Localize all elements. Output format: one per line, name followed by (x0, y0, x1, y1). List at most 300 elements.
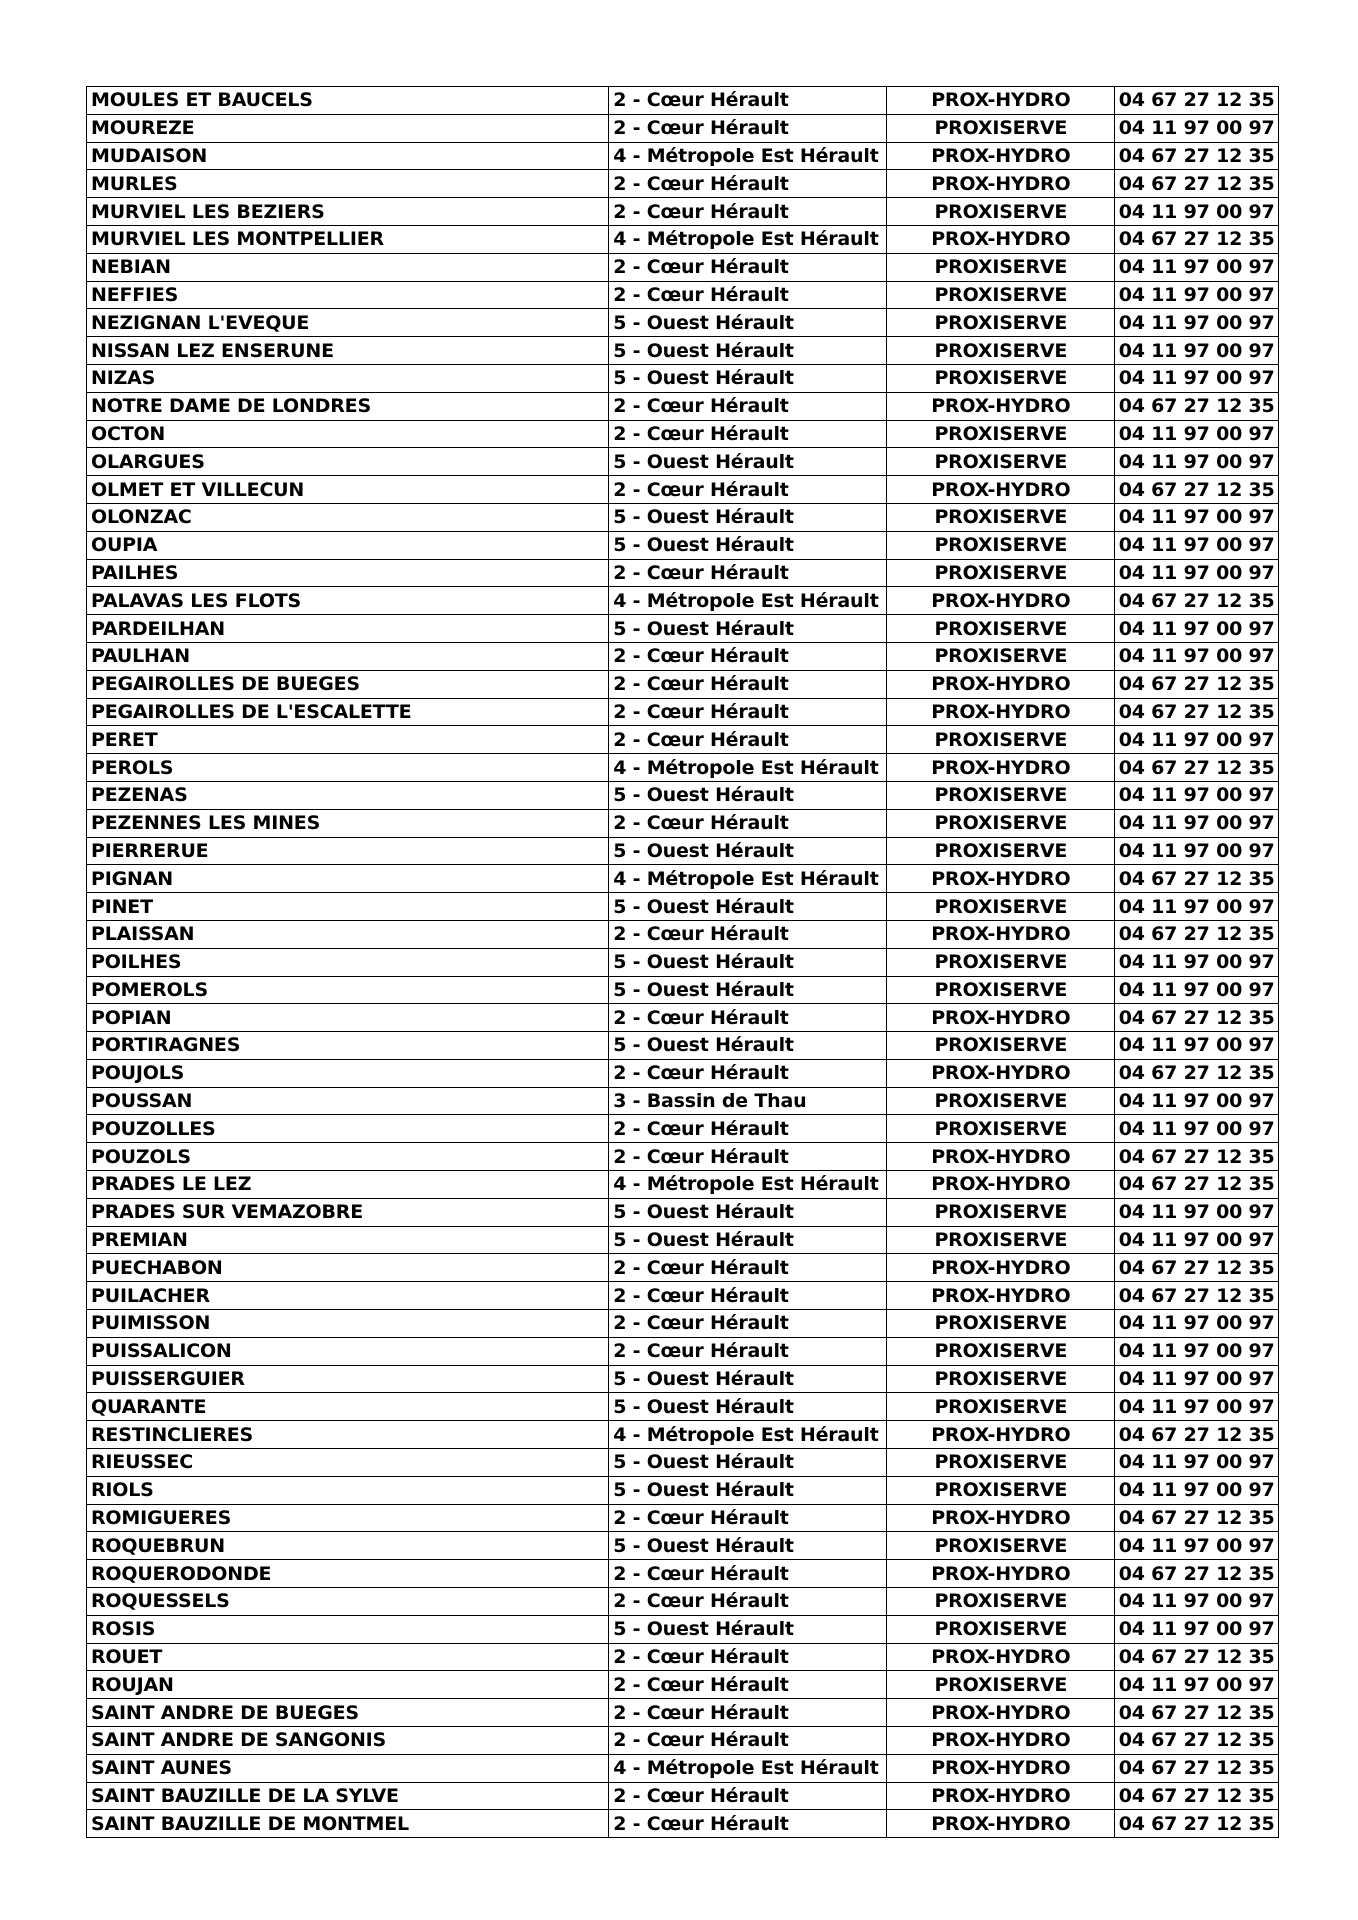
table-row (87, 1337, 1279, 1365)
commune-name-cell: POUZOLS (87, 1143, 609, 1171)
table-row (87, 225, 1279, 253)
table-row (87, 976, 1279, 1004)
commune-name-cell: PRADES LE LEZ (87, 1171, 609, 1199)
commune-name-cell: PEGAIROLLES DE BUEGES (87, 670, 609, 698)
operator-cell: PROX-HYDRO (887, 1699, 1115, 1727)
commune-name-cell: SAINT BAUZILLE DE LA SYLVE (87, 1782, 609, 1810)
operator-cell: PROX-HYDRO (887, 1282, 1115, 1310)
commune-name-cell: NEFFIES (87, 281, 609, 309)
zone-cell: 2 - Cœur Hérault (609, 420, 887, 448)
zone-cell: 2 - Cœur Hérault (609, 1115, 887, 1143)
commune-name-cell: PEGAIROLLES DE L'ESCALETTE (87, 698, 609, 726)
zone-cell: 2 - Cœur Hérault (609, 1671, 887, 1699)
table-row (87, 1032, 1279, 1060)
operator-cell: PROXISERVE (887, 1198, 1115, 1226)
phone-cell: 04 67 27 12 35 (1115, 1782, 1279, 1810)
zone-cell: 2 - Cœur Hérault (609, 1727, 887, 1755)
phone-cell: 04 67 27 12 35 (1115, 1254, 1279, 1282)
table-row (87, 281, 1279, 309)
phone-cell: 04 11 97 00 97 (1115, 1032, 1279, 1060)
zone-cell: 5 - Ouest Hérault (609, 364, 887, 392)
phone-cell: 04 67 27 12 35 (1115, 1810, 1279, 1838)
commune-name-cell: PEROLS (87, 754, 609, 782)
phone-cell: 04 11 97 00 97 (1115, 1115, 1279, 1143)
table-row (87, 503, 1279, 531)
table-row (87, 781, 1279, 809)
zone-cell: 5 - Ouest Hérault (609, 976, 887, 1004)
phone-cell: 04 67 27 12 35 (1115, 1421, 1279, 1449)
operator-cell: PROXISERVE (887, 1226, 1115, 1254)
zone-cell: 2 - Cœur Hérault (609, 1254, 887, 1282)
operator-cell: PROX-HYDRO (887, 1810, 1115, 1838)
zone-cell: 2 - Cœur Hérault (609, 670, 887, 698)
commune-name-cell: PALAVAS LES FLOTS (87, 587, 609, 615)
operator-cell: PROXISERVE (887, 448, 1115, 476)
phone-cell: 04 67 27 12 35 (1115, 1643, 1279, 1671)
operator-cell: PROXISERVE (887, 1310, 1115, 1338)
zone-cell: 2 - Cœur Hérault (609, 1059, 887, 1087)
zone-cell: 2 - Cœur Hérault (609, 170, 887, 198)
phone-cell: 04 11 97 00 97 (1115, 559, 1279, 587)
phone-cell: 04 11 97 00 97 (1115, 1588, 1279, 1616)
zone-cell: 5 - Ouest Hérault (609, 1032, 887, 1060)
zone-cell: 5 - Ouest Hérault (609, 1393, 887, 1421)
commune-name-cell: NIZAS (87, 364, 609, 392)
phone-cell: 04 67 27 12 35 (1115, 1004, 1279, 1032)
commune-name-cell: POUJOLS (87, 1059, 609, 1087)
operator-cell: PROXISERVE (887, 809, 1115, 837)
zone-cell: 5 - Ouest Hérault (609, 1532, 887, 1560)
phone-cell: 04 67 27 12 35 (1115, 1699, 1279, 1727)
zone-cell: 2 - Cœur Hérault (609, 87, 887, 115)
zone-cell: 2 - Cœur Hérault (609, 642, 887, 670)
operator-cell: PROX-HYDRO (887, 225, 1115, 253)
operator-cell: PROX-HYDRO (887, 1754, 1115, 1782)
commune-name-cell: POPIAN (87, 1004, 609, 1032)
phone-cell: 04 67 27 12 35 (1115, 476, 1279, 504)
table-row (87, 253, 1279, 281)
phone-cell: 04 11 97 00 97 (1115, 309, 1279, 337)
commune-name-cell: NISSAN LEZ ENSERUNE (87, 337, 609, 365)
table-row (87, 1365, 1279, 1393)
zone-cell: 5 - Ouest Hérault (609, 1449, 887, 1477)
operator-cell: PROXISERVE (887, 642, 1115, 670)
zone-cell: 2 - Cœur Hérault (609, 1588, 887, 1616)
commune-name-cell: PERET (87, 726, 609, 754)
commune-name-cell: MUDAISON (87, 142, 609, 170)
commune-name-cell: MURLES (87, 170, 609, 198)
commune-name-cell: PUISSERGUIER (87, 1365, 609, 1393)
zone-cell: 5 - Ouest Hérault (609, 1615, 887, 1643)
phone-cell: 04 67 27 12 35 (1115, 587, 1279, 615)
table-row (87, 309, 1279, 337)
zone-cell: 2 - Cœur Hérault (609, 198, 887, 226)
zone-cell: 5 - Ouest Hérault (609, 309, 887, 337)
operator-cell: PROX-HYDRO (887, 1504, 1115, 1532)
phone-cell: 04 67 27 12 35 (1115, 865, 1279, 893)
zone-cell: 2 - Cœur Hérault (609, 1782, 887, 1810)
zone-cell: 4 - Métropole Est Hérault (609, 1421, 887, 1449)
table-row (87, 920, 1279, 948)
operator-cell: PROXISERVE (887, 1532, 1115, 1560)
zone-cell: 4 - Métropole Est Hérault (609, 142, 887, 170)
table-row (87, 1143, 1279, 1171)
zone-cell: 4 - Métropole Est Hérault (609, 754, 887, 782)
commune-name-cell: PORTIRAGNES (87, 1032, 609, 1060)
table-row (87, 1532, 1279, 1560)
zone-cell: 2 - Cœur Hérault (609, 726, 887, 754)
table-row (87, 1754, 1279, 1782)
zone-cell: 4 - Métropole Est Hérault (609, 587, 887, 615)
operator-cell: PROXISERVE (887, 253, 1115, 281)
table-row (87, 337, 1279, 365)
table-row (87, 392, 1279, 420)
table-row (87, 642, 1279, 670)
table-row (87, 615, 1279, 643)
commune-name-cell: ROUET (87, 1643, 609, 1671)
phone-cell: 04 11 97 00 97 (1115, 893, 1279, 921)
table-row (87, 754, 1279, 782)
phone-cell: 04 11 97 00 97 (1115, 1226, 1279, 1254)
commune-name-cell: PUECHABON (87, 1254, 609, 1282)
commune-name-cell: OUPIA (87, 531, 609, 559)
commune-name-cell: ROQUESSELS (87, 1588, 609, 1616)
commune-name-cell: PEZENNES LES MINES (87, 809, 609, 837)
commune-name-cell: PREMIAN (87, 1226, 609, 1254)
phone-cell: 04 11 97 00 97 (1115, 531, 1279, 559)
commune-name-cell: ROQUEBRUN (87, 1532, 609, 1560)
operator-cell: PROXISERVE (887, 114, 1115, 142)
commune-name-cell: SAINT BAUZILLE DE MONTMEL (87, 1810, 609, 1838)
zone-cell: 2 - Cœur Hérault (609, 1143, 887, 1171)
table-row (87, 1282, 1279, 1310)
zone-cell: 2 - Cœur Hérault (609, 920, 887, 948)
commune-name-cell: SAINT ANDRE DE BUEGES (87, 1699, 609, 1727)
table-row (87, 837, 1279, 865)
phone-cell: 04 11 97 00 97 (1115, 364, 1279, 392)
table-row (87, 1782, 1279, 1810)
zone-cell: 2 - Cœur Hérault (609, 1310, 887, 1338)
operator-cell: PROX-HYDRO (887, 754, 1115, 782)
table-row (87, 670, 1279, 698)
phone-cell: 04 11 97 00 97 (1115, 337, 1279, 365)
table-row (87, 1115, 1279, 1143)
table-row (87, 1087, 1279, 1115)
operator-cell: PROXISERVE (887, 781, 1115, 809)
operator-cell: PROXISERVE (887, 309, 1115, 337)
phone-cell: 04 67 27 12 35 (1115, 170, 1279, 198)
commune-name-cell: MOUREZE (87, 114, 609, 142)
operator-cell: PROXISERVE (887, 948, 1115, 976)
commune-name-cell: POUZOLLES (87, 1115, 609, 1143)
table-row (87, 893, 1279, 921)
phone-cell: 04 67 27 12 35 (1115, 1171, 1279, 1199)
commune-name-cell: PRADES SUR VEMAZOBRE (87, 1198, 609, 1226)
phone-cell: 04 11 97 00 97 (1115, 642, 1279, 670)
zone-cell: 2 - Cœur Hérault (609, 1643, 887, 1671)
table-row (87, 1588, 1279, 1616)
commune-name-cell: NEBIAN (87, 253, 609, 281)
phone-cell: 04 11 97 00 97 (1115, 420, 1279, 448)
operator-cell: PROXISERVE (887, 364, 1115, 392)
zone-cell: 2 - Cœur Hérault (609, 476, 887, 504)
phone-cell: 04 67 27 12 35 (1115, 1727, 1279, 1755)
commune-name-cell: MURVIEL LES MONTPELLIER (87, 225, 609, 253)
operator-cell: PROXISERVE (887, 420, 1115, 448)
table-row (87, 865, 1279, 893)
zone-cell: 2 - Cœur Hérault (609, 1560, 887, 1588)
zone-cell: 2 - Cœur Hérault (609, 281, 887, 309)
phone-cell: 04 67 27 12 35 (1115, 142, 1279, 170)
commune-name-cell: ROMIGUERES (87, 1504, 609, 1532)
zone-cell: 5 - Ouest Hérault (609, 448, 887, 476)
commune-name-cell: OLONZAC (87, 503, 609, 531)
table-row (87, 1004, 1279, 1032)
phone-cell: 04 67 27 12 35 (1115, 1282, 1279, 1310)
phone-cell: 04 11 97 00 97 (1115, 114, 1279, 142)
zone-cell: 5 - Ouest Hérault (609, 1226, 887, 1254)
operator-cell: PROXISERVE (887, 337, 1115, 365)
phone-cell: 04 11 97 00 97 (1115, 1671, 1279, 1699)
commune-name-cell: POMEROLS (87, 976, 609, 1004)
commune-name-cell: PARDEILHAN (87, 615, 609, 643)
operator-cell: PROX-HYDRO (887, 87, 1115, 115)
commune-name-cell: PIGNAN (87, 865, 609, 893)
operator-cell: PROXISERVE (887, 837, 1115, 865)
commune-name-cell: SAINT ANDRE DE SANGONIS (87, 1727, 609, 1755)
zone-cell: 4 - Métropole Est Hérault (609, 865, 887, 893)
commune-name-cell: PAILHES (87, 559, 609, 587)
table-row (87, 142, 1279, 170)
zone-cell: 5 - Ouest Hérault (609, 615, 887, 643)
operator-cell: PROXISERVE (887, 1115, 1115, 1143)
operator-cell: PROX-HYDRO (887, 392, 1115, 420)
table-row (87, 1198, 1279, 1226)
commune-name-cell: OLMET ET VILLECUN (87, 476, 609, 504)
commune-name-cell: OLARGUES (87, 448, 609, 476)
table-row (87, 1810, 1279, 1838)
table-row (87, 420, 1279, 448)
operator-cell: PROXISERVE (887, 1615, 1115, 1643)
commune-name-cell: SAINT AUNES (87, 1754, 609, 1782)
operator-cell: PROX-HYDRO (887, 1143, 1115, 1171)
commune-name-cell: QUARANTE (87, 1393, 609, 1421)
table-row (87, 1449, 1279, 1477)
operator-cell: PROX-HYDRO (887, 1560, 1115, 1588)
table-row (87, 364, 1279, 392)
phone-cell: 04 11 97 00 97 (1115, 837, 1279, 865)
operator-cell: PROX-HYDRO (887, 920, 1115, 948)
phone-cell: 04 11 97 00 97 (1115, 198, 1279, 226)
zone-cell: 5 - Ouest Hérault (609, 337, 887, 365)
operator-cell: PROX-HYDRO (887, 1421, 1115, 1449)
table-row (87, 1059, 1279, 1087)
operator-cell: PROX-HYDRO (887, 170, 1115, 198)
operator-cell: PROXISERVE (887, 726, 1115, 754)
phone-cell: 04 11 97 00 97 (1115, 809, 1279, 837)
commune-name-cell: NOTRE DAME DE LONDRES (87, 392, 609, 420)
table-row (87, 1699, 1279, 1727)
phone-cell: 04 11 97 00 97 (1115, 253, 1279, 281)
communes-table-body (87, 87, 1279, 1838)
phone-cell: 04 67 27 12 35 (1115, 225, 1279, 253)
phone-cell: 04 11 97 00 97 (1115, 1393, 1279, 1421)
table-row (87, 1671, 1279, 1699)
operator-cell: PROXISERVE (887, 1476, 1115, 1504)
phone-cell: 04 11 97 00 97 (1115, 281, 1279, 309)
table-row (87, 559, 1279, 587)
zone-cell: 5 - Ouest Hérault (609, 837, 887, 865)
operator-cell: PROXISERVE (887, 531, 1115, 559)
phone-cell: 04 67 27 12 35 (1115, 670, 1279, 698)
phone-cell: 04 67 27 12 35 (1115, 1504, 1279, 1532)
table-row (87, 1393, 1279, 1421)
table-row (87, 1560, 1279, 1588)
zone-cell: 2 - Cœur Hérault (609, 392, 887, 420)
operator-cell: PROX-HYDRO (887, 698, 1115, 726)
operator-cell: PROX-HYDRO (887, 865, 1115, 893)
commune-name-cell: PIERRERUE (87, 837, 609, 865)
commune-name-cell: MURVIEL LES BEZIERS (87, 198, 609, 226)
operator-cell: PROXISERVE (887, 1365, 1115, 1393)
zone-cell: 2 - Cœur Hérault (609, 698, 887, 726)
zone-cell: 5 - Ouest Hérault (609, 948, 887, 976)
commune-name-cell: RESTINCLIERES (87, 1421, 609, 1449)
zone-cell: 4 - Métropole Est Hérault (609, 225, 887, 253)
table-row (87, 1254, 1279, 1282)
table-row (87, 1727, 1279, 1755)
table-row (87, 587, 1279, 615)
commune-name-cell: PUIMISSON (87, 1310, 609, 1338)
phone-cell: 04 11 97 00 97 (1115, 1365, 1279, 1393)
operator-cell: PROX-HYDRO (887, 1727, 1115, 1755)
zone-cell: 5 - Ouest Hérault (609, 781, 887, 809)
operator-cell: PROXISERVE (887, 1337, 1115, 1365)
zone-cell: 2 - Cœur Hérault (609, 1004, 887, 1032)
zone-cell: 5 - Ouest Hérault (609, 1365, 887, 1393)
phone-cell: 04 11 97 00 97 (1115, 1337, 1279, 1365)
commune-name-cell: PAULHAN (87, 642, 609, 670)
operator-cell: PROX-HYDRO (887, 1782, 1115, 1810)
commune-name-cell: POUSSAN (87, 1087, 609, 1115)
table-row (87, 114, 1279, 142)
table-row (87, 170, 1279, 198)
operator-cell: PROXISERVE (887, 893, 1115, 921)
commune-name-cell: RIEUSSEC (87, 1449, 609, 1477)
operator-cell: PROXISERVE (887, 1588, 1115, 1616)
commune-name-cell: PLAISSAN (87, 920, 609, 948)
zone-cell: 5 - Ouest Hérault (609, 531, 887, 559)
commune-name-cell: PINET (87, 893, 609, 921)
table-row (87, 698, 1279, 726)
table-row (87, 87, 1279, 115)
phone-cell: 04 11 97 00 97 (1115, 1087, 1279, 1115)
operator-cell: PROX-HYDRO (887, 476, 1115, 504)
table-row (87, 948, 1279, 976)
commune-name-cell: ROSIS (87, 1615, 609, 1643)
table-row (87, 1476, 1279, 1504)
phone-cell: 04 11 97 00 97 (1115, 781, 1279, 809)
zone-cell: 2 - Cœur Hérault (609, 1810, 887, 1838)
phone-cell: 04 11 97 00 97 (1115, 1615, 1279, 1643)
table-row (87, 1226, 1279, 1254)
operator-cell: PROXISERVE (887, 198, 1115, 226)
table-row (87, 198, 1279, 226)
phone-cell: 04 11 97 00 97 (1115, 1532, 1279, 1560)
operator-cell: PROXISERVE (887, 615, 1115, 643)
phone-cell: 04 11 97 00 97 (1115, 448, 1279, 476)
commune-name-cell: RIOLS (87, 1476, 609, 1504)
commune-name-cell: ROUJAN (87, 1671, 609, 1699)
table-row (87, 1421, 1279, 1449)
operator-cell: PROX-HYDRO (887, 1059, 1115, 1087)
phone-cell: 04 67 27 12 35 (1115, 87, 1279, 115)
commune-name-cell: PUILACHER (87, 1282, 609, 1310)
table-row (87, 1615, 1279, 1643)
zone-cell: 2 - Cœur Hérault (609, 1282, 887, 1310)
table-row (87, 476, 1279, 504)
operator-cell: PROXISERVE (887, 976, 1115, 1004)
commune-name-cell: POILHES (87, 948, 609, 976)
operator-cell: PROXISERVE (887, 281, 1115, 309)
zone-cell: 4 - Métropole Est Hérault (609, 1754, 887, 1782)
phone-cell: 04 11 97 00 97 (1115, 948, 1279, 976)
operator-cell: PROXISERVE (887, 1393, 1115, 1421)
operator-cell: PROXISERVE (887, 1087, 1115, 1115)
operator-cell: PROX-HYDRO (887, 1254, 1115, 1282)
commune-name-cell: PEZENAS (87, 781, 609, 809)
phone-cell: 04 11 97 00 97 (1115, 1476, 1279, 1504)
phone-cell: 04 11 97 00 97 (1115, 615, 1279, 643)
zone-cell: 2 - Cœur Hérault (609, 1699, 887, 1727)
zone-cell: 3 - Bassin de Thau (609, 1087, 887, 1115)
zone-cell: 5 - Ouest Hérault (609, 1198, 887, 1226)
phone-cell: 04 11 97 00 97 (1115, 976, 1279, 1004)
zone-cell: 2 - Cœur Hérault (609, 1504, 887, 1532)
phone-cell: 04 67 27 12 35 (1115, 392, 1279, 420)
zone-cell: 4 - Métropole Est Hérault (609, 1171, 887, 1199)
phone-cell: 04 11 97 00 97 (1115, 726, 1279, 754)
operator-cell: PROX-HYDRO (887, 1643, 1115, 1671)
table-row (87, 1171, 1279, 1199)
table-row (87, 809, 1279, 837)
operator-cell: PROXISERVE (887, 1032, 1115, 1060)
commune-name-cell: OCTON (87, 420, 609, 448)
phone-cell: 04 67 27 12 35 (1115, 1059, 1279, 1087)
zone-cell: 2 - Cœur Hérault (609, 253, 887, 281)
operator-cell: PROX-HYDRO (887, 587, 1115, 615)
table-row (87, 1643, 1279, 1671)
zone-cell: 2 - Cœur Hérault (609, 809, 887, 837)
table-row (87, 1310, 1279, 1338)
commune-name-cell: NEZIGNAN L'EVEQUE (87, 309, 609, 337)
operator-cell: PROXISERVE (887, 1671, 1115, 1699)
phone-cell: 04 11 97 00 97 (1115, 1449, 1279, 1477)
operator-cell: PROX-HYDRO (887, 670, 1115, 698)
table-row (87, 1504, 1279, 1532)
commune-name-cell: ROQUERODONDE (87, 1560, 609, 1588)
operator-cell: PROX-HYDRO (887, 142, 1115, 170)
phone-cell: 04 67 27 12 35 (1115, 1143, 1279, 1171)
phone-cell: 04 11 97 00 97 (1115, 1310, 1279, 1338)
phone-cell: 04 67 27 12 35 (1115, 698, 1279, 726)
zone-cell: 2 - Cœur Hérault (609, 1337, 887, 1365)
operator-cell: PROX-HYDRO (887, 1171, 1115, 1199)
zone-cell: 5 - Ouest Hérault (609, 1476, 887, 1504)
operator-cell: PROXISERVE (887, 503, 1115, 531)
commune-name-cell: MOULES ET BAUCELS (87, 87, 609, 115)
table-row (87, 531, 1279, 559)
